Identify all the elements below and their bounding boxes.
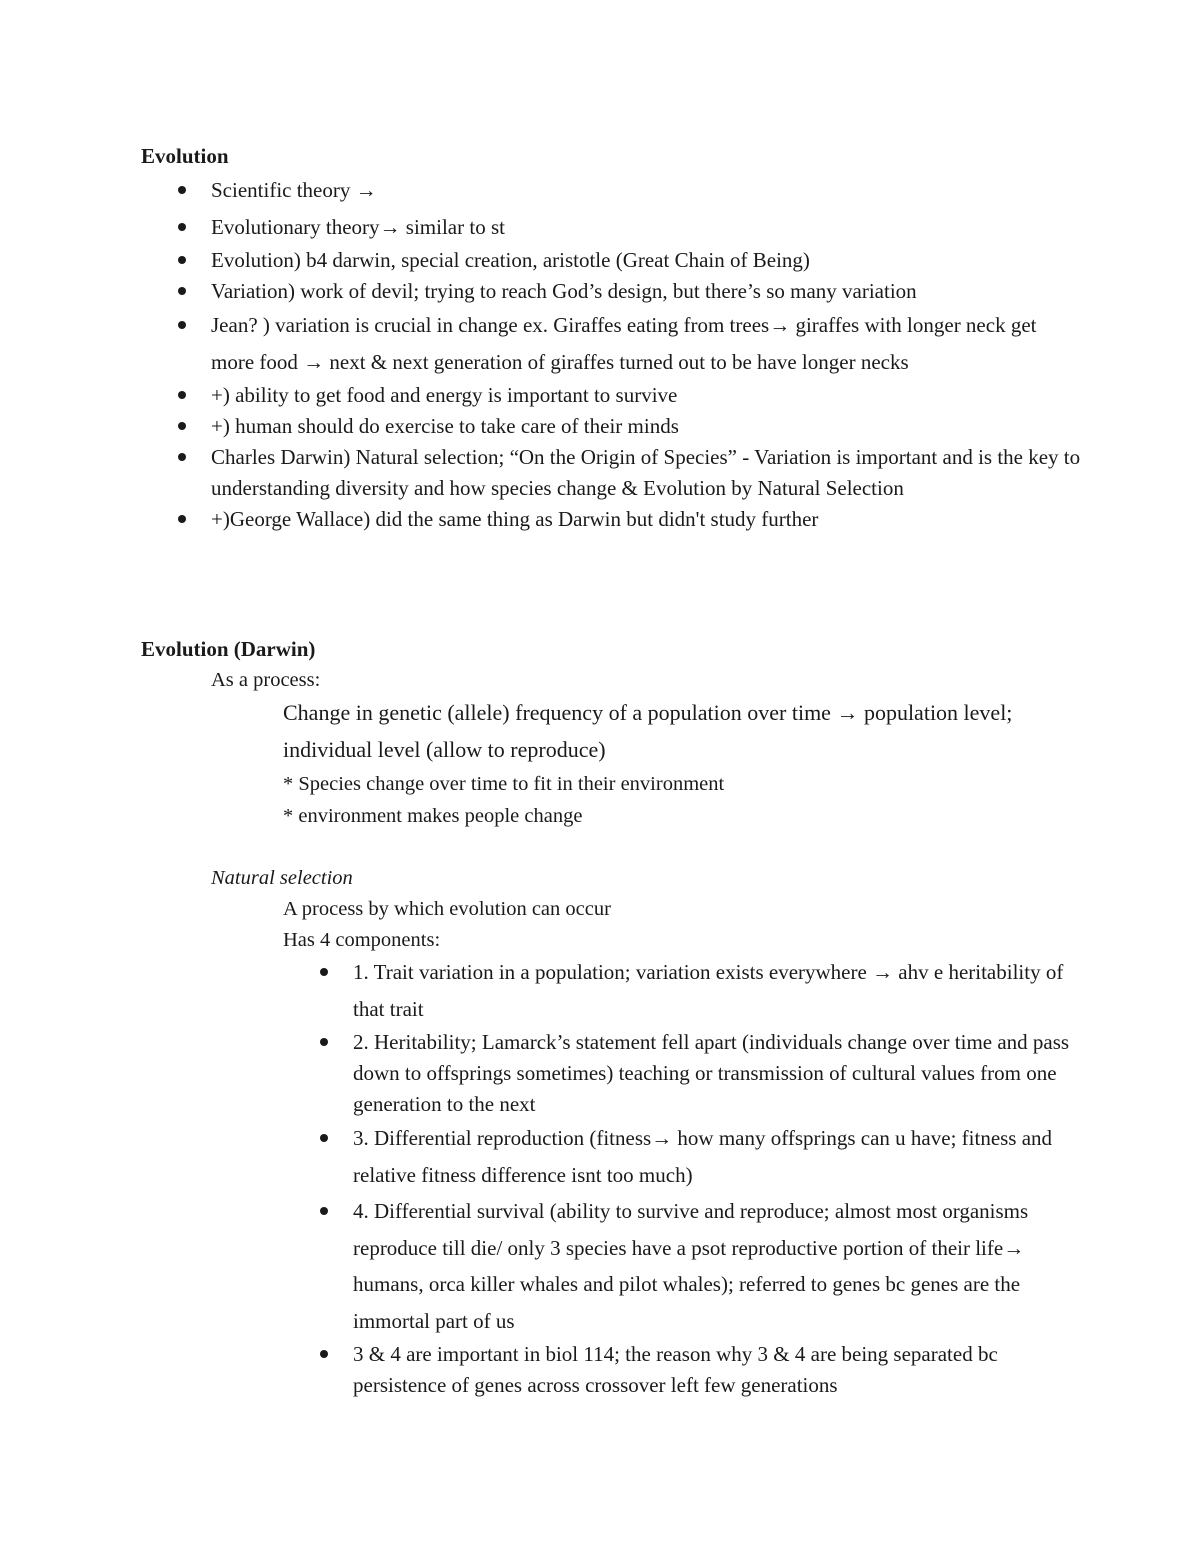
components-label: Has 4 components: (283, 929, 441, 951)
bullet-icon (178, 256, 186, 264)
list-item: 2. Heritability; Lamarck’s statement fell apart (individuals change over time and pass down to offsprings sometimes) teaching or transmission of cultural values from one generation to the next (353, 1027, 1073, 1120)
note-environment: * environment makes people change (283, 805, 583, 827)
bullet-icon (320, 1134, 328, 1142)
process-definition: Change in genetic (allele) frequency of a population over time → population level; individual level (allow to reproduce) (283, 700, 1013, 762)
list-item: 3 & 4 are important in biol 114; the reason why 3 & 4 are being separated bc persistence of genes across crossover left few generations (353, 1339, 1073, 1401)
bullet-icon (178, 287, 186, 295)
list-item: Variation) work of devil; trying to reach God’s design, but there’s so many variation (211, 276, 1081, 307)
list-item: Charles Darwin) Natural selection; “On the Origin of Species” - Variation is important and is the key to understanding diversity and how species change & Evolution by Natural Selection (211, 442, 1081, 504)
bullet-icon (178, 223, 186, 231)
list-item: +)George Wallace) did the same thing as Darwin but didn't study further (211, 504, 1081, 535)
list-item: Scientific theory → (211, 172, 1081, 209)
bullet-icon (178, 391, 186, 399)
bullet-icon (178, 186, 186, 194)
list-item: 4. Differential survival (ability to survive and reproduce; almost most organisms reproduce till die/ only 3 species have a psot reproductive portion of their life→ humans, orca killer whales and pilot whales); referred to genes bc genes are the immortal part of us (353, 1193, 1073, 1339)
bullet-icon (178, 422, 186, 430)
list-item: Evolutionary theory→ similar to st (211, 209, 1081, 246)
evolution-bullet-list (211, 172, 1081, 535)
list-item: +) human should do exercise to take care of their minds (211, 411, 1081, 442)
bullet-icon (178, 453, 186, 461)
list-item: Jean? ) variation is crucial in change ex. Giraffes eating from trees→ giraffes with longer neck get more food → next & next generation of giraffes turned out to be have longer necks (211, 307, 1081, 380)
natural-selection-definition: A process by which evolution can occur (283, 898, 611, 920)
components-bullet-list (353, 954, 1073, 1401)
list-item: +) ability to get food and energy is important to survive (211, 380, 1081, 411)
list-item: 1. Trait variation in a population; variation exists everywhere → ahv e heritability of that trait (353, 954, 1073, 1027)
section-heading-evolution-darwin: Evolution (Darwin) (141, 637, 316, 661)
bullet-icon (320, 968, 328, 976)
bullet-icon (320, 1207, 328, 1215)
natural-selection-title: Natural selection (211, 867, 353, 889)
section-heading-evolution: Evolution (141, 144, 229, 168)
bullet-icon (320, 1038, 328, 1046)
list-item: 3. Differential reproduction (fitness→ how many offsprings can u have; fitness and relative fitness difference isnt too much) (353, 1120, 1073, 1193)
bullet-icon (178, 515, 186, 523)
note-species-change: * Species change over time to fit in their environment (283, 773, 725, 795)
bullet-icon (320, 1350, 328, 1358)
bullet-icon (178, 321, 186, 329)
list-item: Evolution) b4 darwin, special creation, aristotle (Great Chain of Being) (211, 245, 1081, 276)
process-label: As a process: (211, 669, 321, 691)
